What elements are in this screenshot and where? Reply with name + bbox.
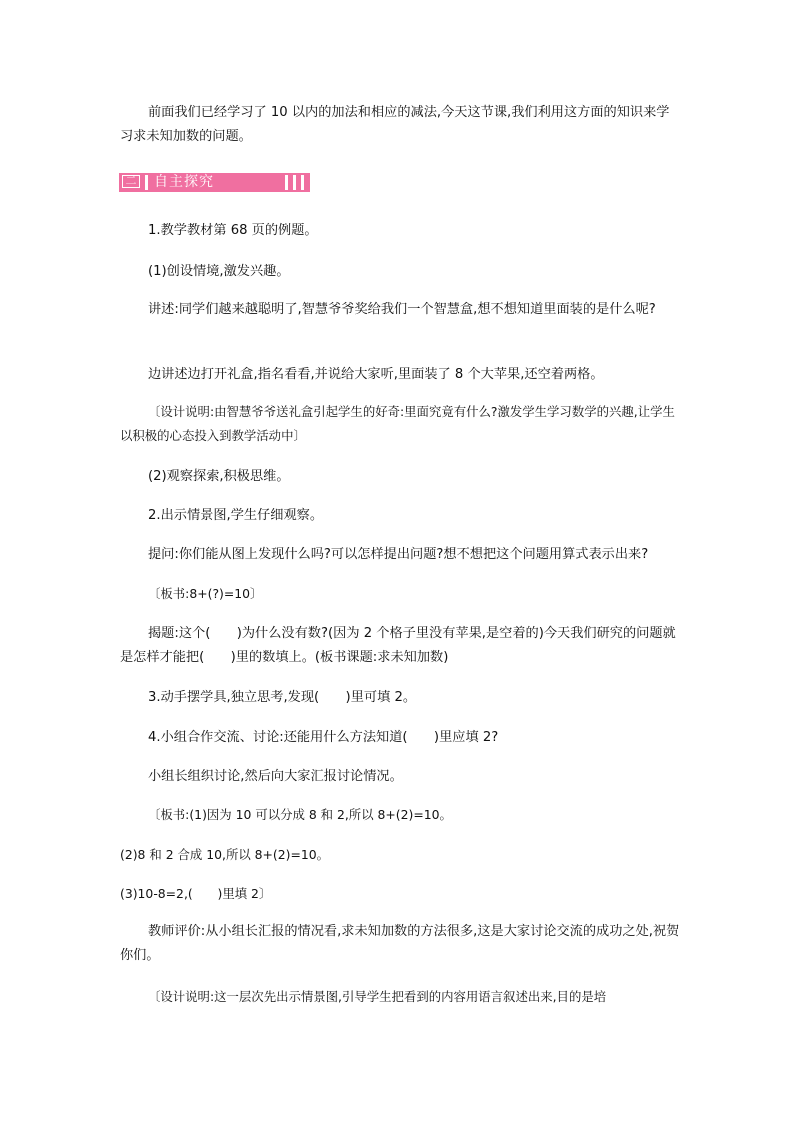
design-note: 〔设计说明:这一层次先出示情景图,引导学生把看到的内容用语言叙述出来,目的是培 [148,989,607,1004]
paragraph: 提问:你们能从图上发现什么吗?可以怎样提出问题?想不想把这个问题用算式表示出来? [148,547,649,562]
paragraph: 2.出示情景图,学生仔细观察。 [148,508,324,523]
paragraph: 小组长组织讨论,然后向大家汇报讨论情况。 [148,769,403,784]
section-bar-stripe [285,175,288,190]
paragraph: 3.动手摆学具,独立思考,发现( )里可填 2。 [148,690,417,705]
board-note: 〔板书:(1)因为 10 可以分成 8 和 2,所以 8+(2)=10。 [148,807,452,822]
section-number-box: 二 [122,175,140,188]
design-note: 〔设计说明:由智慧爷爷送礼盒引起学生的好奇:里面究竟有什么?激发学生学习数学的兴趣,让学生以积极的心态投入到教学活动中〕 [120,404,675,443]
board-note-line: (2)8 和 2 合成 10,所以 8+(2)=10。 [120,847,330,862]
paragraph: 1.教学教材第 68 页的例题。 [148,223,318,238]
board-note-line: (3)10-8=2,( )里填 2〕 [120,886,272,901]
intro-paragraph: 前面我们已经学习了 10 以内的加法和相应的减法,今天这节课,我们利用这方面的知识来学习求未知加数的问题。 [120,105,670,144]
section-bar-stripe [293,175,296,190]
paragraph: 讲述:同学们越来越聪明了,智慧爷爷奖给我们一个智慧盒,想不想知道里面装的是什么呢? [148,302,656,317]
paragraph: (1)创设情境,激发兴趣。 [148,264,290,279]
section-divider [145,175,148,190]
board-note: 〔板书:8+(?)=10〕 [148,586,263,601]
section-bar-stripe [301,175,304,190]
paragraph: 边讲述边打开礼盒,指名看看,并说给大家听,里面装了 8 个大苹果,还空着两格。 [148,367,604,382]
paragraph: 教师评价:从小组长汇报的情况看,求未知加数的方法很多,这是大家讨论交流的成功之处,祝贺你们。 [120,924,680,963]
paragraph: 4.小组合作交流、讨论:还能用什么方法知道( )里应填 2? [148,730,499,745]
paragraph: (2)观察探索,积极思维。 [148,469,290,484]
section-header [119,173,310,192]
section-title: 自主探究 [154,174,214,190]
paragraph: 揭题:这个( )为什么没有数?(因为 2 个格子里没有苹果,是空着的)今天我们研究的问题就是怎样才能把( )里的数填上。(板书课题:求未知加数) [120,626,676,665]
